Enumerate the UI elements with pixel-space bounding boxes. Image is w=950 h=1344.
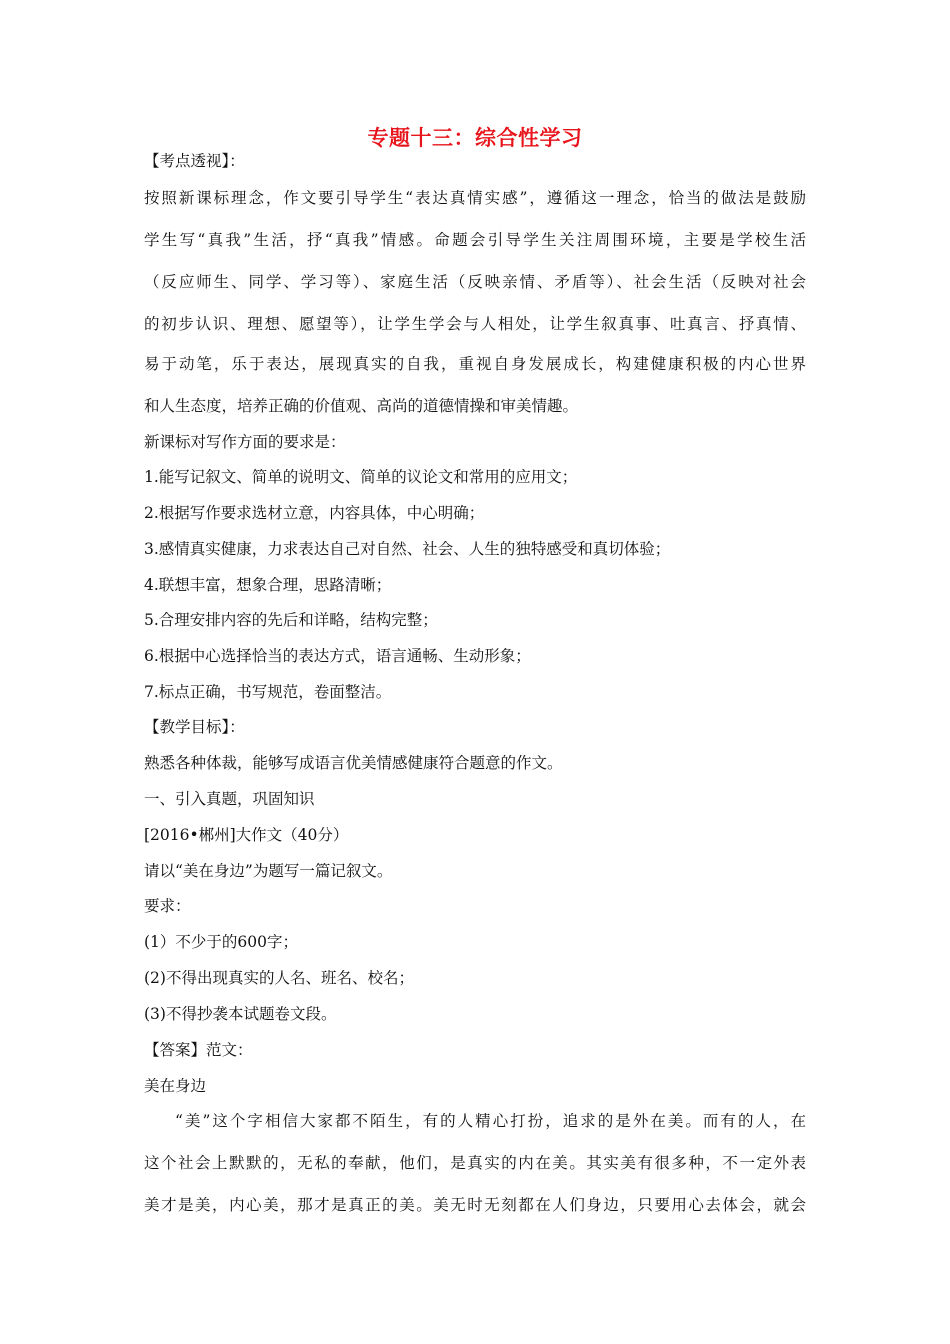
list-item: 4.联想丰富，想象合理，思路清晰；	[144, 576, 392, 594]
paragraph-line: 按照新课标理念，作文要引导学生“表达真情实感”，遵循这一理念，恰当的做法是鼓励	[144, 189, 806, 207]
essay-title: 美在身边	[144, 1077, 207, 1095]
list-item: (2)不得出现真实的人名、班名、校名；	[144, 969, 414, 987]
list-item: 1.能写记叙文、简单的说明文、简单的议论文和常用的应用文；	[144, 468, 578, 486]
paragraph-line: 的初步认识、理想、愿望等），让学生学会与人相处，让学生叙真事、吐真言、抒真情、	[144, 315, 806, 333]
requirements-intro: 新课标对写作方面的要求是：	[144, 433, 346, 451]
section-heading-teaching-goal: 【教学目标】：	[144, 718, 245, 736]
list-item: (3)不得抄袭本试题卷文段。	[144, 1005, 337, 1023]
exam-source: [2016•郴州]大作文（40分）	[144, 826, 349, 844]
list-item: 3.感情真实健康，力求表达自己对自然、社会、人生的独特感受和真切体验；	[144, 540, 671, 558]
paragraph-line: 和人生态度，培养正确的价值观、高尚的道德情操和审美情趣。	[144, 397, 579, 415]
list-item: 6.根据中心选择恰当的表达方式，语言通畅、生动形象；	[144, 647, 531, 665]
page-title: 专题十三：综合性学习	[367, 126, 583, 150]
paragraph-line: 熟悉各种体裁，能够写成语言优美情感健康符合题意的作文。	[144, 754, 563, 772]
section-heading-exam-focus: 【考点透视】：	[144, 152, 245, 170]
essay-line: 美才是美，内心美，那才是真正的美。美无时无刻都在人们身边，只要用心去体会，就会	[144, 1196, 806, 1214]
paragraph-line: （反应师生、同学、学习等）、家庭生活（反映亲情、矛盾等）、社会生活（反映对社会	[144, 273, 806, 291]
list-item: 5.合理安排内容的先后和详略，结构完整；	[144, 611, 438, 629]
requirements-label: 要求：	[144, 897, 191, 915]
answer-heading: 【答案】范文：	[144, 1041, 253, 1059]
section-heading: 一、引入真题，巩固知识	[144, 790, 315, 808]
list-item: (1）不少于的600字；	[144, 933, 298, 951]
paragraph-line: 学生写“真我”生活，抒“真我”情感。命题会引导学生关注周围环境，主要是学校生活	[144, 231, 806, 249]
paragraph-line: 易于动笔，乐于表达，展现真实的自我，重视自身发展成长，构建健康积极的内心世界	[144, 355, 806, 373]
exam-prompt: 请以“美在身边”为题写一篇记叙文。	[144, 862, 393, 880]
list-item: 2.根据写作要求选材立意，内容具体，中心明确；	[144, 504, 485, 522]
essay-line: “美”这个字相信大家都不陌生，有的人精心打扮，追求的是外在美。而有的人，在	[175, 1112, 806, 1130]
essay-line: 这个社会上默默的，无私的奉献，他们，是真实的内在美。其实美有很多种，不一定外表	[144, 1154, 806, 1172]
list-item: 7.标点正确，书写规范，卷面整洁。	[144, 683, 392, 701]
